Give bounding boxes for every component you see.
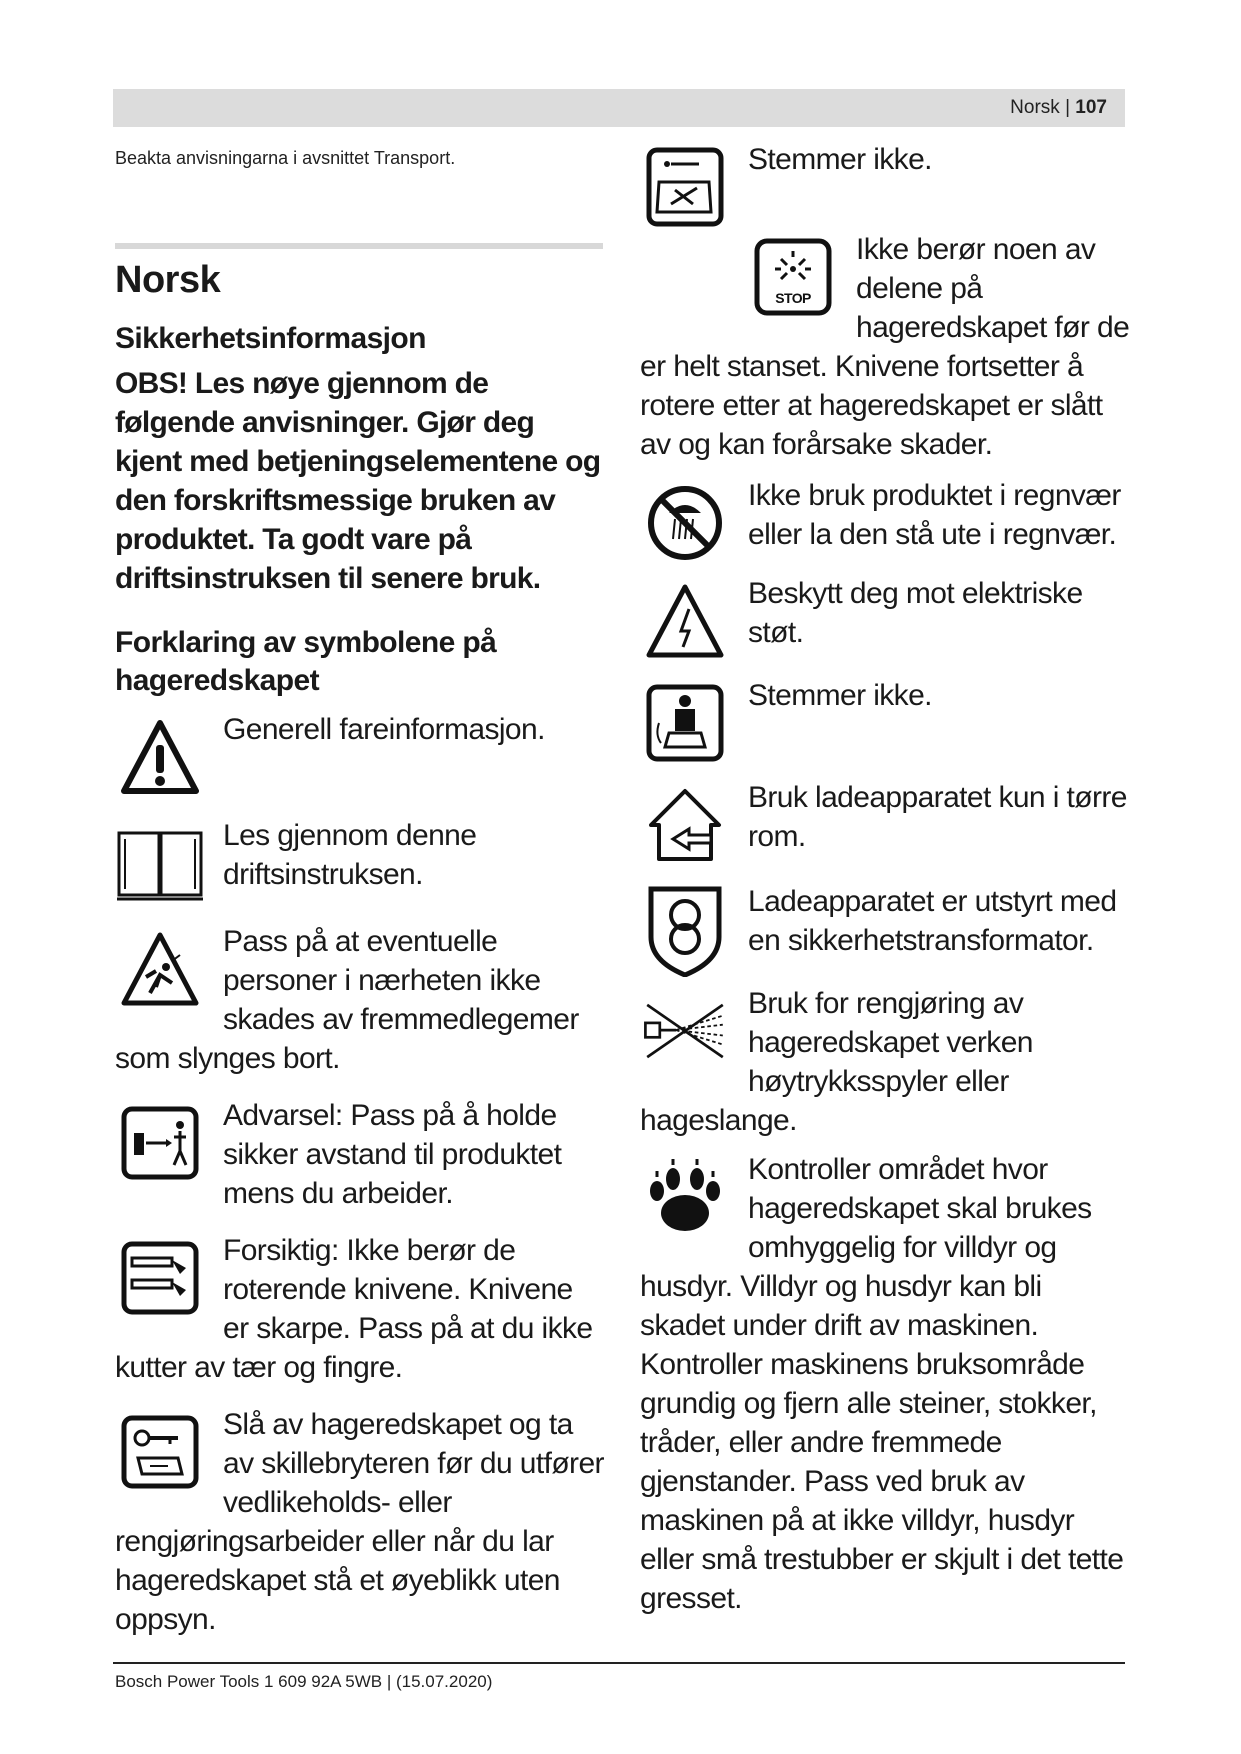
svg-text:STOP: STOP: [775, 290, 811, 306]
stop-blades-icon: [748, 232, 838, 322]
language-title: Norsk: [115, 259, 221, 301]
animal-paw-icon: [640, 1152, 730, 1242]
symbol-item: [640, 676, 1130, 772]
symbol-item: [115, 922, 605, 1078]
symbol-text: Ikke berør noen av delene på hageredskapet før de er helt stanset. Knivene fortsetter å rotere etter at hageredskapet er slått av og kan forårsake skader.: [640, 233, 1130, 461]
symbol-item: [115, 1096, 605, 1213]
maintenance-manual-icon: [640, 142, 730, 232]
key-switch-icon: [115, 1407, 205, 1497]
symbol-item: [115, 1231, 605, 1387]
symbol-text: Kontroller området hvor hageredskapet skal brukes omhyggelig for villdyr og husdyr. Villdyr og husdyr kan bli skadet under drift av maskinen. Kontroller maskinens bruksområde grundig og fjern alle steiner, stokker, tråder, eller andre fremmede gjenstander. Pass ved bruk av maskinen på at ikke villdyr, husdyr eller små trestubber er skjult i det tette gresset.: [640, 1153, 1124, 1615]
operator-mower-icon: [640, 678, 730, 768]
safety-heading: Sikkerhetsinformasjon: [115, 322, 426, 355]
left-column: [115, 140, 605, 1639]
symbol-item: [640, 984, 1130, 1140]
symbol-text: Generell fareinformasjon.: [223, 713, 545, 746]
footer-divider: [113, 1662, 1125, 1664]
symbol-item: [640, 882, 1130, 978]
symbol-item: [115, 816, 605, 912]
symbol-item: [115, 1405, 605, 1639]
symbol-text: Bruk ladeapparatet kun i tørre rom.: [748, 781, 1127, 853]
manual-book-icon: [115, 818, 205, 908]
right-column: [640, 140, 1130, 1618]
symbol-item: [115, 710, 605, 806]
symbol-text: Slå av hageredskapet og ta av skillebryteren før du utfører vedlikeholds- eller rengjøringsarbeider eller når du lar hageredskapet stå et øyeblikk uten oppsyn.: [115, 1408, 604, 1636]
symbol-item: [640, 230, 1130, 464]
footer: Bosch Power Tools 1 609 92A 5WB | (15.07.2020): [115, 1672, 493, 1691]
symbol-text: Ladeapparatet er utstyrt med en sikkerhetstransformator.: [748, 885, 1117, 957]
symbol-text: Stemmer ikke.: [748, 679, 932, 712]
safe-distance-icon: [115, 1098, 205, 1188]
symbols-heading: Forklaring av symbolene på hageredskapet: [115, 626, 497, 697]
page-number: 107: [1075, 97, 1107, 118]
symbol-item: [640, 778, 1130, 874]
symbol-text: Advarsel: Pass på å holde sikker avstand til produktet mens du arbeider.: [223, 1099, 562, 1210]
symbol-item: [640, 140, 1130, 236]
indoor-charger-icon: [640, 780, 730, 870]
page-header-bar: [113, 89, 1125, 127]
symbol-text: Beskytt deg mot elektriske støt.: [748, 577, 1083, 649]
safety-transformer-icon: [640, 884, 730, 974]
section-divider: [115, 243, 603, 249]
page-header: Norsk | 107: [1010, 97, 1107, 118]
flying-objects-icon: [115, 924, 205, 1014]
no-rain-icon: [640, 478, 730, 568]
no-pressure-washer-icon: [640, 986, 730, 1076]
electric-shock-icon: [640, 576, 730, 666]
warning-paragraph: OBS! Les nøye gjennom de følgende anvisninger. Gjør deg kjent med betjeningselementene og den forskriftsmessige bruken av produktet. Ta godt vare på driftsinstruksen til senere bruk.: [115, 367, 601, 595]
symbol-item: [640, 1150, 1130, 1618]
symbol-item: [640, 476, 1130, 572]
symbol-text: Pass på at eventuelle personer i nærheten ikke skades av fremmedlegemer som slynges bort.: [115, 925, 579, 1075]
transport-note: Beakta anvisningarna i avsnittet Transport.: [115, 148, 456, 168]
symbol-text: Les gjennom denne driftsinstruksen.: [223, 819, 477, 891]
symbol-text: Forsiktig: Ikke berør de roterende knivene. Knivene er skarpe. Pass på at du ikke kutter av tær og fingre.: [115, 1234, 593, 1384]
warning-triangle-icon: [115, 712, 205, 802]
symbol-item: [640, 574, 1130, 670]
rotating-blades-icon: [115, 1233, 205, 1323]
symbol-text: Ikke bruk produktet i regnvær eller la den stå ute i regnvær.: [748, 479, 1121, 551]
symbol-text: Bruk for rengjøring av hageredskapet verken høytrykksspyler eller hageslange.: [640, 987, 1033, 1137]
symbol-text: Stemmer ikke.: [748, 143, 932, 176]
header-language: Norsk: [1010, 97, 1060, 118]
